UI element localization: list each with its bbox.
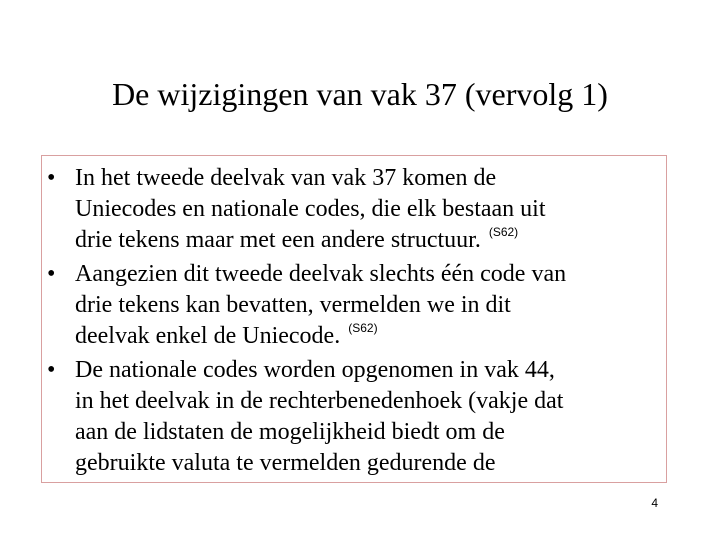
- bullet-1-line-2: Uniecodes en nationale codes, die elk bestaan uit: [75, 196, 546, 222]
- bullet-1-line-3: drie tekens maar met een andere structuur.: [75, 227, 481, 253]
- bullet-icon: •: [47, 165, 56, 191]
- bullet-1-line-1: In het tweede deelvak van vak 37 komen de: [75, 165, 497, 191]
- bullet-2-line-3-wrapper: [75, 321, 667, 355]
- bullet-2-reference: (S62): [348, 321, 378, 335]
- slide-title: De wijzigingen van vak 37 (vervolg 1): [112, 76, 608, 112]
- page-number: 4: [651, 496, 658, 510]
- bullet-3-line-1: De nationale codes worden opgenomen in vak 44,: [75, 357, 555, 383]
- bullet-2-line-3: deelvak enkel de Uniecode.: [75, 323, 341, 349]
- bullet-2-line-1: Aangezien dit tweede deelvak slechts één code van: [75, 261, 567, 287]
- bullet-icon: •: [47, 357, 56, 383]
- bullet-2-line-2: drie tekens kan bevatten, vermelden we in dit: [75, 292, 511, 318]
- bullet-icon: •: [47, 261, 56, 287]
- bullet-3-line-4: gebruikte valuta te vermelden gedurende de: [75, 450, 496, 476]
- bullet-3-line-2: in het deelvak in de rechterbenedenhoek (vakje dat: [75, 388, 564, 414]
- bullet-3-line-3: aan de lidstaten de mogelijkheid biedt om de: [75, 419, 505, 445]
- bullet-item-3: [42, 355, 667, 479]
- content-text-box: [41, 155, 667, 483]
- bullet-item-2: [42, 259, 667, 355]
- bullet-1-line-3-wrapper: [75, 225, 667, 259]
- bullet-1-reference: (S62): [488, 225, 519, 239]
- bullet-list: [42, 163, 667, 479]
- bullet-item-1: [42, 163, 667, 259]
